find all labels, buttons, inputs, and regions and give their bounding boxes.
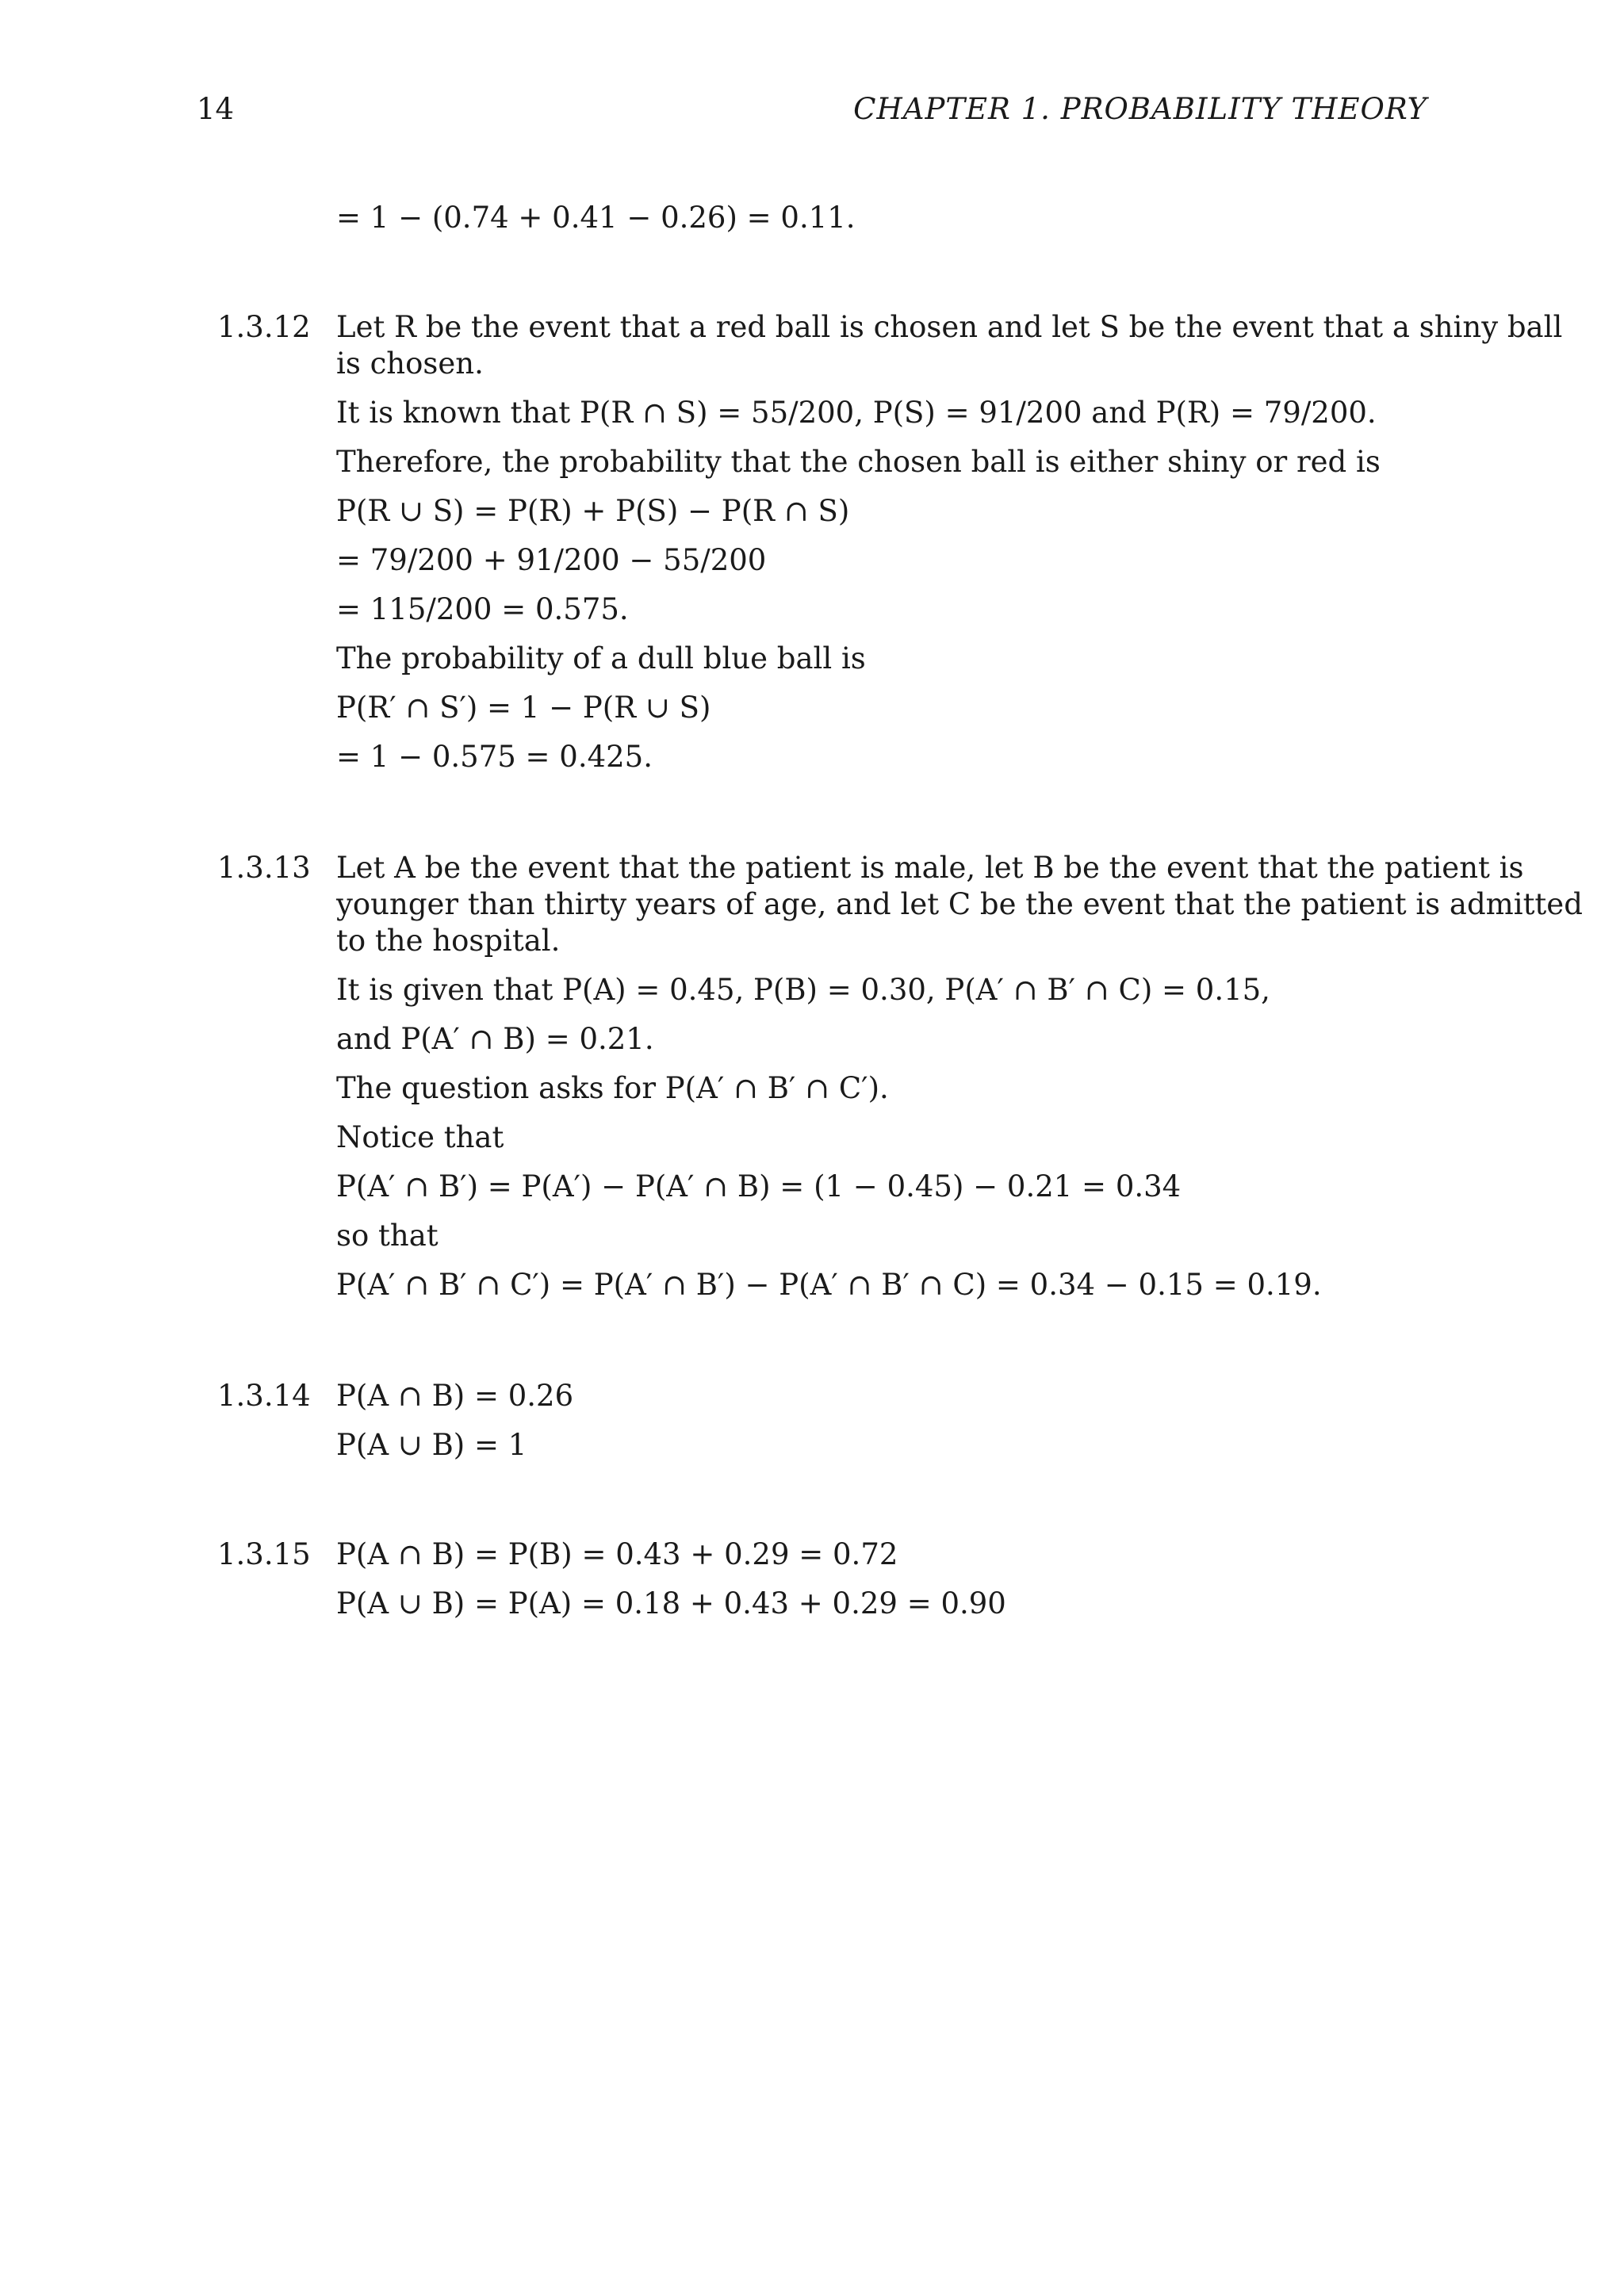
- equation-line: P(R′ ∩ S′) = 1 − P(R ∪ S): [336, 691, 711, 725]
- problem-text-line: Let R be the event that a red ball is chosen and let S be the event that a shiny ball: [336, 310, 1563, 344]
- problem-text-line: The question asks for P(A′ ∩ B′ ∩ C′).: [336, 1071, 889, 1105]
- problem-text-line: younger than thirty years of age, and let C be the event that the patient is admitted: [336, 887, 1583, 921]
- equation-line: = 79/200 + 91/200 − 55/200: [336, 543, 767, 577]
- problem-text-line: to the hospital.: [336, 924, 561, 958]
- problem-text-line: is chosen.: [336, 346, 484, 381]
- problem-text-line: so that: [336, 1219, 439, 1253]
- problem-label: 1.3.13: [217, 851, 311, 885]
- equation-line: P(A ∩ B) = 0.26: [336, 1379, 574, 1413]
- page-number: 14: [197, 92, 235, 126]
- problem-label: 1.3.12: [217, 310, 311, 344]
- problem-text-line: It is given that P(A) = 0.45, P(B) = 0.30, P(A′ ∩ B′ ∩ C) = 0.15,: [336, 973, 1270, 1007]
- problem-text-line: Notice that: [336, 1120, 504, 1154]
- problem-text-line: and P(A′ ∩ B) = 0.21.: [336, 1022, 654, 1056]
- equation-line: P(A′ ∩ B′ ∩ C′) = P(A′ ∩ B′) − P(A′ ∩ B′ ∩ C) = 0.34 − 0.15 = 0.19.: [336, 1268, 1322, 1302]
- equation-line: = 1 − 0.575 = 0.425.: [336, 740, 653, 774]
- carryover-line: = 1 − (0.74 + 0.41 − 0.26) = 0.11.: [336, 201, 856, 235]
- equation-line: = 115/200 = 0.575.: [336, 592, 629, 626]
- problem-text-line: It is known that P(R ∩ S) = 55/200, P(S) = 91/200 and P(R) = 79/200.: [336, 396, 1377, 430]
- equation-line: P(A ∩ B) = P(B) = 0.43 + 0.29 = 0.72: [336, 1537, 898, 1571]
- equation-line: P(A′ ∩ B′) = P(A′) − P(A′ ∩ B) = (1 − 0.45) − 0.21 = 0.34: [336, 1169, 1182, 1203]
- problem-text-line: Let A be the event that the patient is male, let B be the event that the patient is: [336, 851, 1524, 885]
- problem-label: 1.3.15: [217, 1537, 311, 1571]
- problem-text-line: Therefore, the probability that the chosen ball is either shiny or red is: [336, 445, 1381, 479]
- running-head: CHAPTER 1. PROBABILITY THEORY: [853, 92, 1427, 126]
- equation-line: P(A ∪ B) = 1: [336, 1428, 527, 1462]
- equation-line: P(A ∪ B) = P(A) = 0.18 + 0.43 + 0.29 = 0.90: [336, 1586, 1006, 1621]
- problem-text-line: The probability of a dull blue ball is: [336, 641, 866, 675]
- equation-line: P(R ∪ S) = P(R) + P(S) − P(R ∩ S): [336, 494, 850, 528]
- problem-label: 1.3.14: [217, 1379, 311, 1413]
